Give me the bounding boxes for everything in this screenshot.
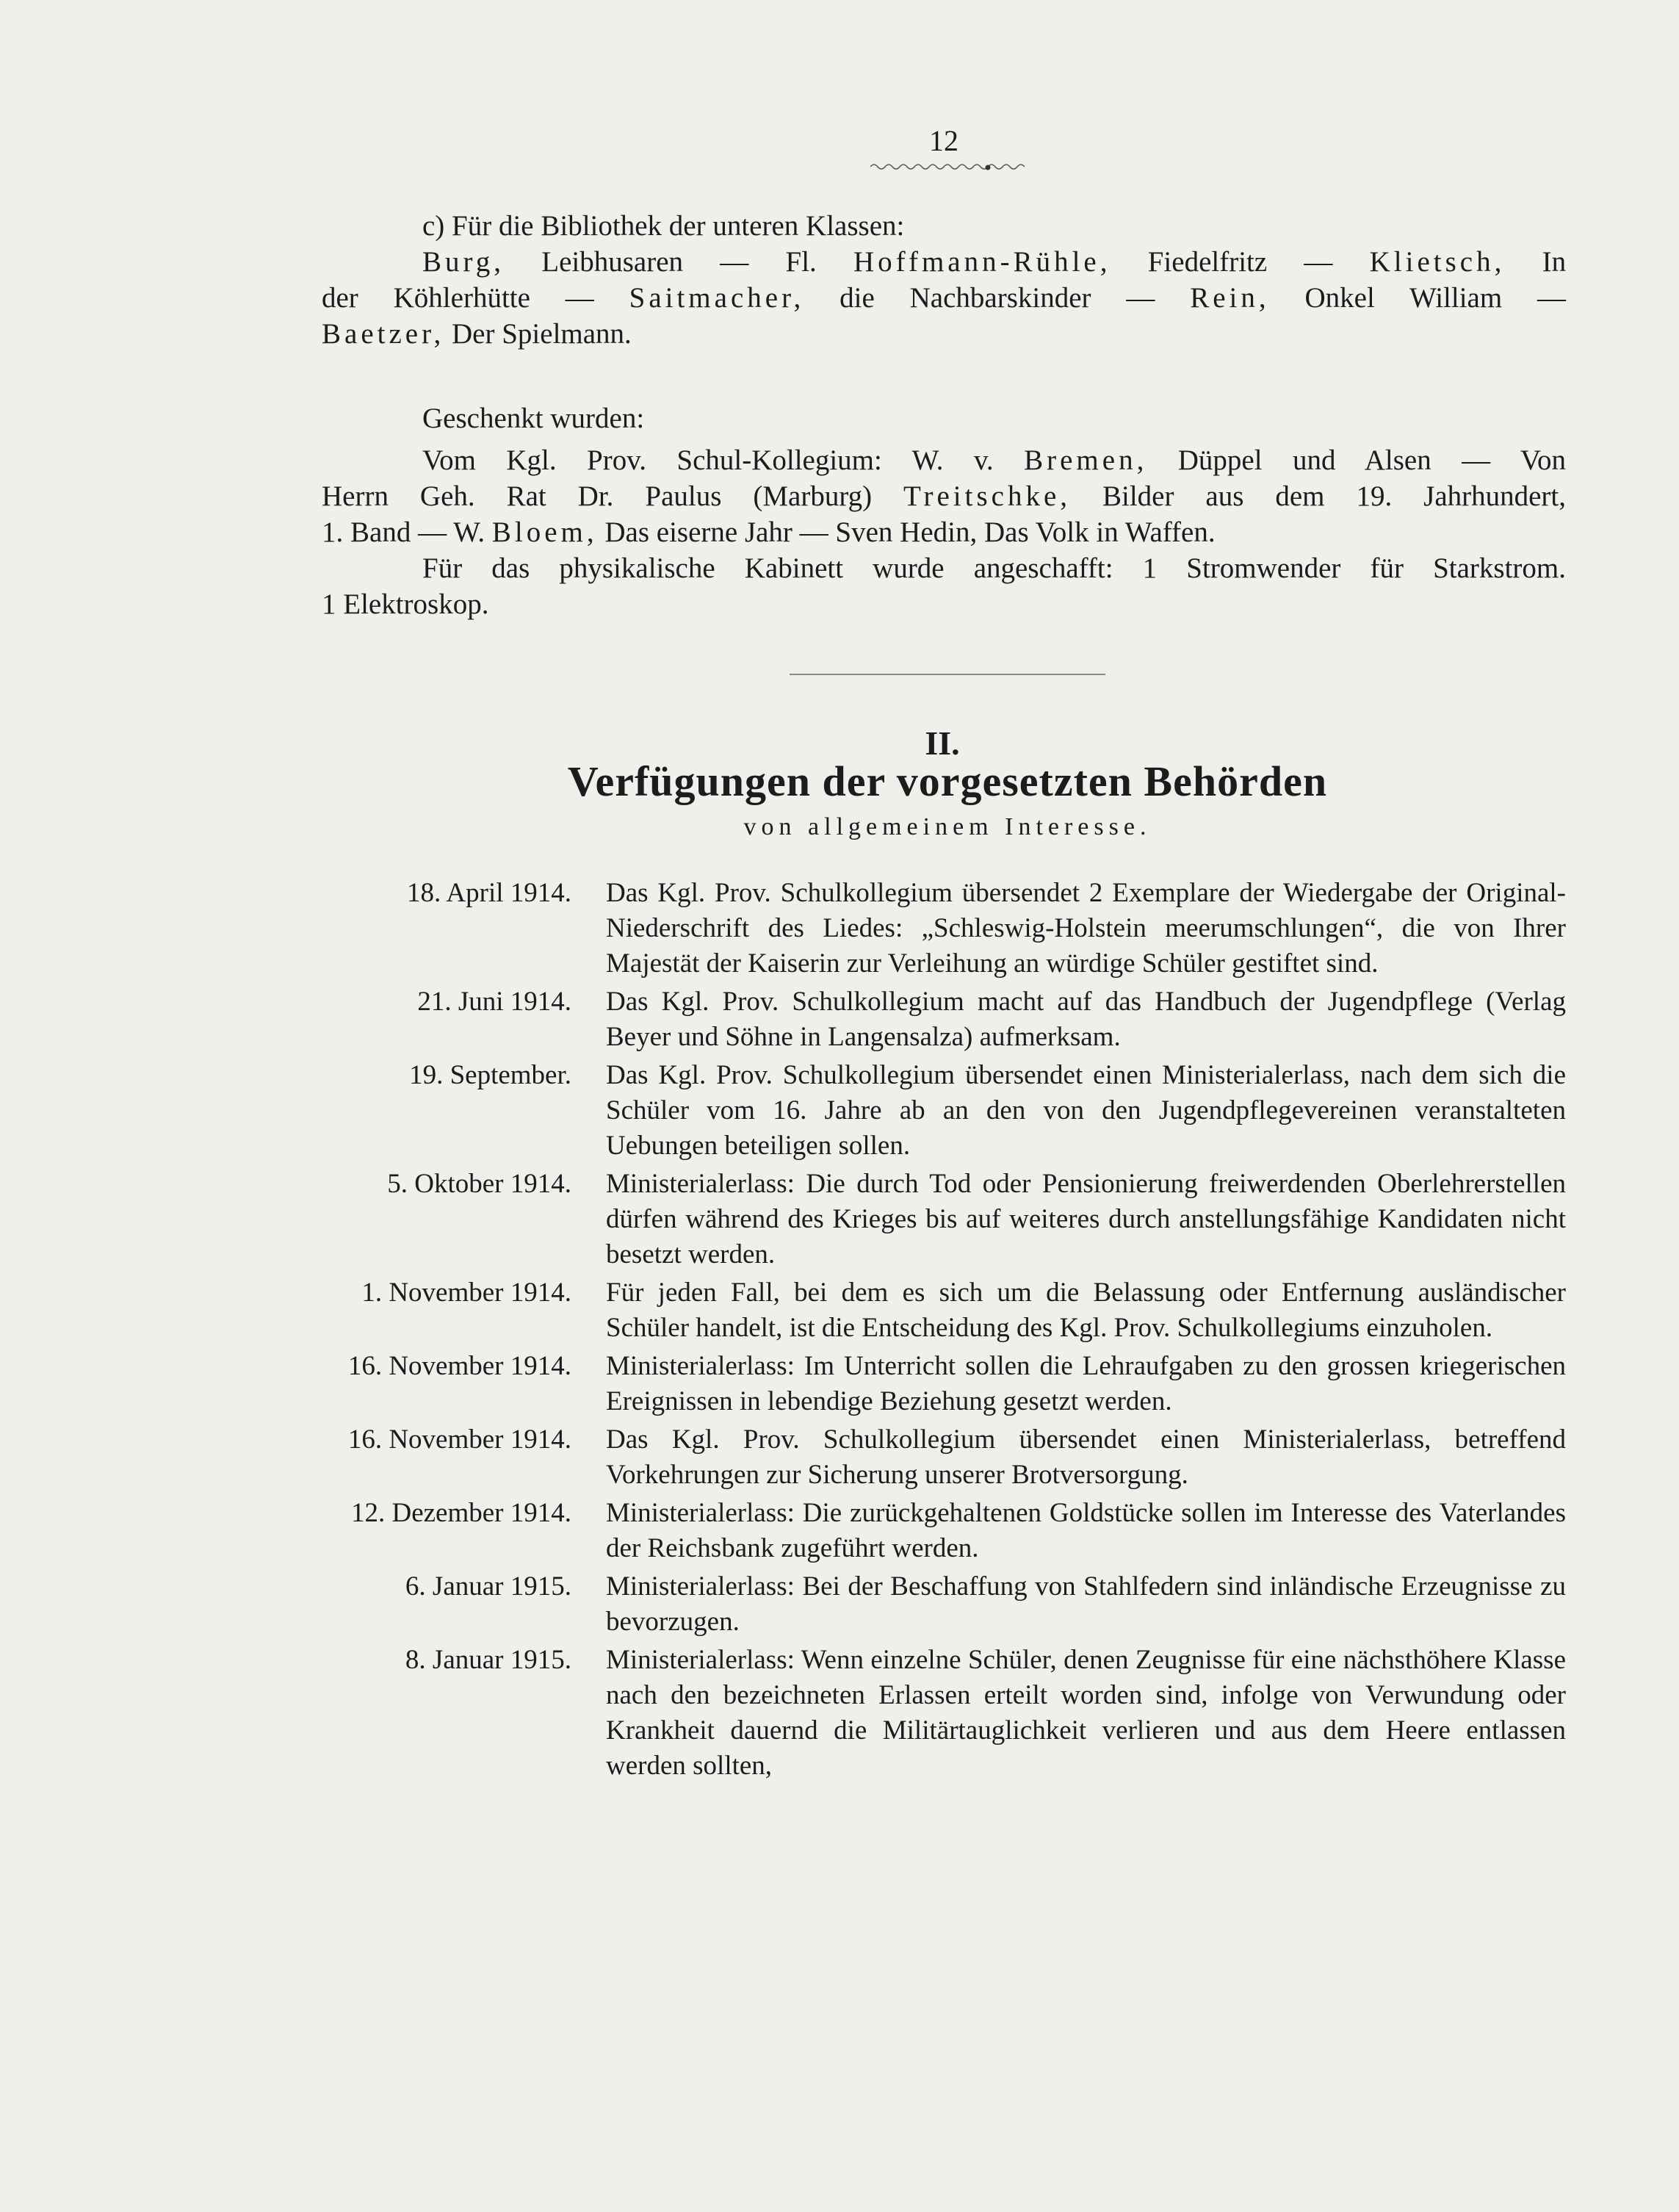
page-number: 12 <box>929 124 958 157</box>
gifts-list <box>322 442 1566 622</box>
ornament-icon <box>870 162 1025 172</box>
decree-text: Das Kgl. Prov. Schulkollegium macht auf das Handbuch der Jugendpflege (Verlag Beyer und Söhne in Langensalza) aufmerksam. <box>606 987 1566 1052</box>
decree-entry <box>279 1349 1566 1419</box>
gifts-line: Herrn Geh. Rat Dr. Paulus (Marburg) Treitschke, Bilder aus dem 19. Jahrhundert, <box>322 480 1566 512</box>
section-title: Verfügungen der vorgesetzten Behörden <box>567 757 1328 805</box>
decree-text: Das Kgl. Prov. Schulkollegium übersendet 2 Exemplare der Wiedergabe der Original-Niederschrift des Liedes: „Schleswig-Holstein meerumschlungen“, die von Ihrer Majestät der Kaiserin zur Verleihung an würdige Schüler gestiftet sind. <box>606 878 1566 979</box>
decree-text: Ministerialerlass: Wenn einzelne Schüler, denen Zeugnisse für eine nächsthöhere Klasse nach den bezeichneten Erlassen erteilt worden sind, infolge von Verwundung oder Krankheit dauernd die Militärtauglichkeit verlieren und aus dem Heere entlassen werden sollten, <box>606 1645 1566 1781</box>
decree-date: 19. September. <box>409 1060 571 1090</box>
gifts-section <box>322 400 1566 436</box>
decree-date: 12. Dezember 1914. <box>350 1498 571 1528</box>
decree-date: 18. April 1914. <box>406 878 571 908</box>
decree-text: Ministerialerlass: Die zurückgehaltenen Goldstücke sollen im Interesse des Vaterlandes der Reichsbank zugeführt werden. <box>606 1498 1566 1563</box>
decree-entry <box>279 1643 1566 1784</box>
decree-text: Ministerialerlass: Im Unterricht sollen die Lehraufgaben zu den grossen kriegerischen Ereignissen in lebendige Beziehung gesetzt werden. <box>606 1351 1566 1416</box>
decree-date: 5. Oktober 1914. <box>387 1169 571 1199</box>
decree-text: Ministerialerlass: Die durch Tod oder Pensionierung freiwerdenden Oberlehrerstellen dürfen während des Krieges bis auf weiteres durch anstellungsfähige Kandidaten nicht besetzt werden. <box>606 1169 1566 1269</box>
decree-date: 16. November 1914. <box>347 1351 571 1381</box>
decree-list <box>279 876 1566 1784</box>
library-line: Baetzer, Der Spielmann. <box>322 318 632 350</box>
library-line: Burg, Leibhusaren — Fl. Hoffmann-Rühle, Fiedelfritz — Klietsch, In <box>422 246 1567 278</box>
decree-text: Für jeden Fall, bei dem es sich um die Belassung oder Entfernung ausländischer Schüler handelt, ist die Entscheidung des Kgl. Prov. Schulkollegiums einzuholen. <box>606 1278 1566 1343</box>
section-subtitle: von allgemeinem Interesse. <box>743 813 1152 840</box>
gifts-line: 1. Band — W. Bloem, Das eiserne Jahr — Sven Hedin, Das Volk in Waffen. <box>322 516 1216 548</box>
library-heading: c) Für die Bibliothek der unteren Klassen: <box>422 210 905 242</box>
physics-line: 1 Elektroskop. <box>322 588 489 620</box>
decree-entry <box>279 1496 1566 1566</box>
decree-text: Das Kgl. Prov. Schulkollegium übersendet einen Ministerialerlass, betreffend Vorkehrungen zur Sicherung unserer Brotversorgung. <box>606 1424 1566 1490</box>
section-divider <box>790 674 1105 675</box>
decree-entry <box>279 1569 1566 1640</box>
section-number: II. <box>925 724 960 762</box>
decree-entry <box>279 1275 1566 1346</box>
physics-line: Für das physikalische Kabinett wurde angeschafft: 1 Stromwender für Starkstrom. <box>422 552 1566 584</box>
decree-entry <box>279 876 1566 981</box>
decree-entry <box>279 984 1566 1055</box>
decree-entry <box>279 1422 1566 1493</box>
decree-entry <box>279 1167 1566 1272</box>
decree-text: Das Kgl. Prov. Schulkollegium übersendet einen Ministerialerlass, nach dem sich die Schüler vom 16. Jahre ab an den von den Jugendpflegevereinen veranstalteten Uebungen beteiligen sollen. <box>606 1060 1566 1161</box>
gifts-heading: Geschenkt wurden: <box>422 403 645 434</box>
decree-date: 16. November 1914. <box>347 1424 571 1455</box>
library-line: der Köhlerhütte — Saitmacher, die Nachbarskinder — Rein, Onkel William — <box>322 282 1567 314</box>
decree-text: Ministerialerlass: Bei der Beschaffung von Stahlfedern sind inländische Erzeugnisse zu bevorzugen. <box>606 1571 1566 1637</box>
decree-date: 21. Juni 1914. <box>417 987 571 1017</box>
decree-date: 6. Januar 1915. <box>405 1571 571 1602</box>
decree-date: 8. Januar 1915. <box>405 1645 571 1675</box>
decree-entry <box>279 1058 1566 1164</box>
decree-date: 1. November 1914. <box>361 1278 571 1308</box>
gifts-line: Vom Kgl. Prov. Schul-Kollegium: W. v. Bremen, Düppel und Alsen — Von <box>422 444 1567 476</box>
library-section <box>322 208 1566 352</box>
